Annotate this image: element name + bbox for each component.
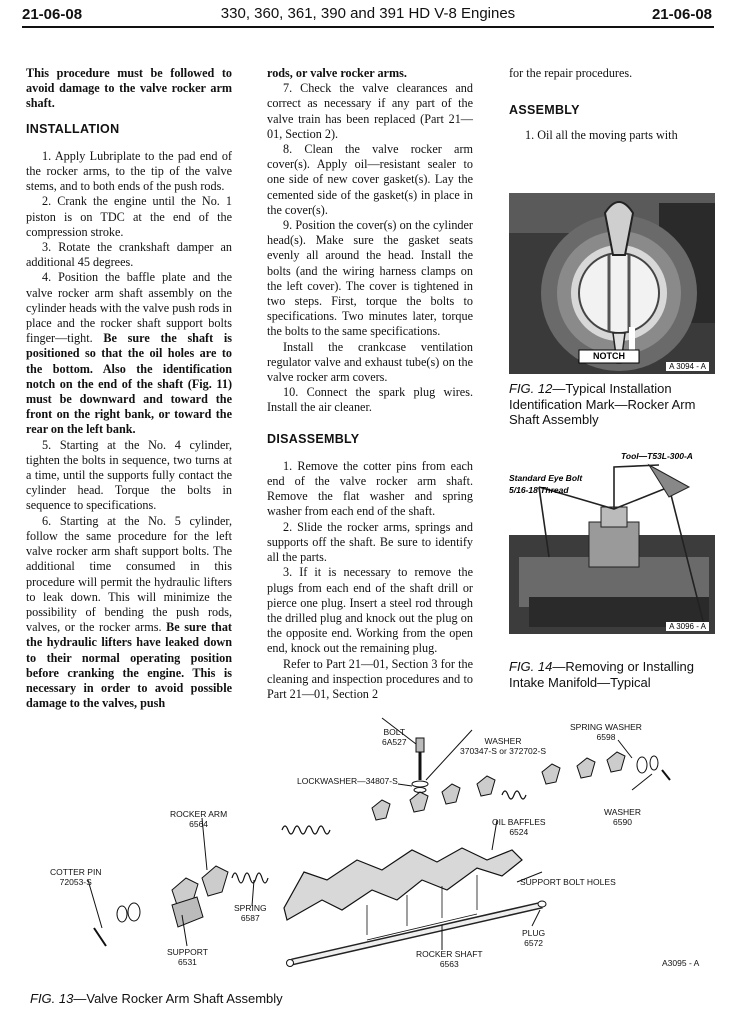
- label-spring-num: 6587: [240, 912, 260, 923]
- installation-step-6: [26, 514, 232, 712]
- label-rocker-shaft-text: ROCKER SHAFT: [416, 949, 483, 959]
- fig12-caption: [509, 381, 719, 428]
- fig13-label-lockwasher: LOCKWASHER—34807-S: [297, 776, 398, 786]
- fig13-label-rocker-shaft: [416, 950, 483, 969]
- fig13-label-support-bolt-holes: SUPPORT BOLT HOLES: [520, 877, 616, 887]
- fig13-label-spring: [234, 904, 267, 923]
- label-support-num: 6531: [178, 956, 197, 967]
- installation-step-9: 9. Position the cover(s) on the cylinder head(s). Make sure the gasket seats evenly all around the head. Install the bolts (and the wiring harness clamps on the left cover). The cover is tightened in two steps. First, torque the bolts to specifications. Two minutes later, torque the bolts to the same specifications.: [267, 218, 473, 339]
- page-number-right: 21-06-08: [651, 6, 712, 23]
- label-spring-washer-num: 6598: [596, 731, 616, 742]
- step-4-text: 4. Position the baffle plate and the valve rocker arm shaft assembly on the cylinder heads with the valve push rods in place and the rocker shaft support bolts finger—tight.: [26, 270, 232, 346]
- assembly-step-1: 1. Oil all the moving parts with: [525, 128, 678, 143]
- fig14-caption: [509, 659, 719, 690]
- page-title: 330, 360, 361, 390 and 391 HD V-8 Engines: [220, 5, 516, 22]
- fig14-caption-number: FIG. 14: [509, 659, 553, 674]
- fig13-illustration: [22, 700, 716, 980]
- label-bolt-text: BOLT: [383, 727, 406, 737]
- column-2: [267, 66, 473, 702]
- disassembly-heading: DISASSEMBLY: [267, 431, 360, 446]
- step-6-warning-continued: rods, or valve rocker arms.: [267, 66, 407, 80]
- label-oil-baffles-text: OIL BAFFLES: [492, 817, 546, 827]
- label-bolt-num: 6A527: [382, 736, 407, 747]
- installation-step-7: 7. Check the valve clearances and correct as necessary if any part of the valve train has been replaced (Part 21—01, Section 2).: [267, 81, 473, 141]
- fig13-caption: [30, 991, 430, 1007]
- fig13-label-support: [167, 948, 208, 967]
- fig14-thread-label: 5/16-18 Thread: [509, 485, 569, 495]
- installation-step-1: 1. Apply Lubriplate to the pad end of the rocker arms, to the tip of the valve stems, and to both ends of the push rods.: [26, 148, 232, 194]
- intro-warning: This procedure must be followed to avoid damage to the valve rocker arm shaft.: [26, 66, 232, 111]
- label-washer-num: 370347-S or 372702-S: [460, 745, 547, 756]
- fig13-caption-number: FIG. 13: [30, 991, 74, 1006]
- label-cotter-pin-text: COTTER PIN: [50, 867, 102, 877]
- disassembly-step-3: 3. If it is necessary to remove the plugs from each end of the shaft drill or pierce one plug. Insert a steel rod through the drilled plug and knock out the plug on the opposite end. Working from the open end, knock out the remaining plug.: [267, 565, 473, 656]
- step-4-warning: Be sure the shaft is positioned so that the oil holes are to the bottom. Also the identification notch on the end of the shaft (Fig. 11) must be downward and toward the front on the right bank, or toward the rear on the left bank.: [26, 331, 233, 437]
- fig13-label-bolt: [382, 728, 407, 747]
- installation-step-5: 5. Starting at the No. 4 cylinder, tighten the bolts in sequence, two turns at a time, until the supports fully contact the cylinder head. Torque the bolts in sequence to specifications.: [26, 437, 232, 513]
- installation-step-4: [26, 270, 232, 437]
- fig14-bolt-label: Standard Eye Bolt: [509, 473, 583, 483]
- installation-step-2: 2. Crank the engine until the No. 1 piston is on TDC at the end of the compression stroke.: [26, 194, 232, 239]
- column-3: [509, 66, 713, 144]
- fig13-label-washer: [460, 737, 546, 756]
- fig13-code: A3095 - A: [662, 958, 700, 968]
- fig12-notch-label: NOTCH: [593, 351, 625, 361]
- reference-continued: for the repair procedures.: [509, 66, 633, 80]
- page-number-left: 21-06-08: [22, 6, 83, 23]
- label-rocker-arm-num: 6564: [189, 818, 209, 829]
- label-support-text: SUPPORT: [167, 947, 208, 957]
- label-spring-washer-text: SPRING WASHER: [570, 722, 642, 732]
- fig13-label-washer2: [604, 808, 641, 827]
- label-cotter-pin-num: 72053-S: [59, 876, 92, 887]
- disassembly-step-2: 2. Slide the rocker arms, springs and supports off the shaft. Be sure to identify all the parts.: [267, 519, 473, 565]
- label-rocker-shaft-num: 6563: [439, 958, 459, 969]
- step-6-text: 6. Starting at the No. 5 cylinder, follow the same procedure for the left valve rocker arm shaft support bolts. The additional time consumed in this procedure will permit the hydraulic lifters to leak down. This will minimize the possibility of bending the push rods, valves, or the rocker arms.: [26, 513, 232, 635]
- label-oil-baffles-num: 6524: [509, 826, 529, 837]
- column-1: [26, 66, 232, 711]
- label-washer2-text: WASHER: [604, 807, 641, 817]
- fig12-illustration: [509, 193, 715, 374]
- disassembly-step-1: 1. Remove the cotter pins from each end of the valve rocker arm shaft. Remove the flat washer and spring washer from each end of the shaft.: [267, 458, 473, 519]
- fig13-label-plug: [522, 929, 545, 948]
- label-plug-text: PLUG: [522, 928, 546, 938]
- label-rocker-arm-text: ROCKER ARM: [170, 809, 228, 819]
- fig12-caption-number: FIG. 12: [509, 381, 553, 396]
- fig14-caption-text: —Removing or Installing Intake Manifold—Typical: [509, 659, 694, 690]
- label-plug-num: 6572: [524, 937, 544, 948]
- installation-step-10: 10. Connect the spark plug wires. Install the air cleaner.: [267, 385, 473, 415]
- fig13-label-rocker-arm: [170, 810, 227, 829]
- fig12-code: A 3094 - A: [666, 362, 709, 371]
- fig13-caption-text: —Valve Rocker Arm Shaft Assembly: [73, 991, 283, 1006]
- fig13-diagram: [22, 700, 716, 980]
- header-rule: [22, 26, 714, 28]
- fig13-label-oil-baffles: [492, 818, 546, 837]
- fig14-code: A 3096 - A: [666, 622, 709, 631]
- step-6-warning: Be sure that the hydraulic lifters have leaked down to their normal operating position before cranking the engine. This is necessary in order to avoid possible damage to the valves, push: [26, 620, 232, 711]
- fig13-label-cotter-pin: [50, 868, 101, 887]
- assembly-heading: ASSEMBLY: [509, 103, 580, 118]
- disassembly-reference: Refer to Part 21—01, Section 3 for the cleaning and inspection procedures and to Part 21—01, Section 2: [267, 656, 473, 701]
- installation-heading: INSTALLATION: [26, 121, 120, 136]
- installation-step-8: 8. Clean the valve rocker arm cover(s). Apply oil—resistant sealer to one side of new cover gasket(s). Lay the cemented side of the gasket(s) in place in the cover(s).: [267, 142, 473, 217]
- page-header: [0, 0, 736, 30]
- fig14-tool-label: Tool—T53L-300-A: [621, 451, 693, 461]
- fig12-caption-text: —Typical Installation Identification Mark—Rocker Arm Shaft Assembly: [509, 381, 696, 427]
- fig12-photo: [509, 193, 715, 374]
- installation-step-3: 3. Rotate the crankshaft damper an additional 45 degrees.: [26, 240, 232, 270]
- label-spring-text: SPRING: [234, 903, 267, 913]
- fig14-photo: [509, 447, 715, 634]
- label-washer-text: WASHER: [484, 736, 522, 746]
- fig13-label-spring-washer: [570, 723, 642, 742]
- installation-step-9b: Install the crankcase ventilation regulator valve and exhaust tube(s) on the valve rocker arm covers.: [267, 339, 473, 385]
- label-washer2-num: 6590: [613, 816, 632, 827]
